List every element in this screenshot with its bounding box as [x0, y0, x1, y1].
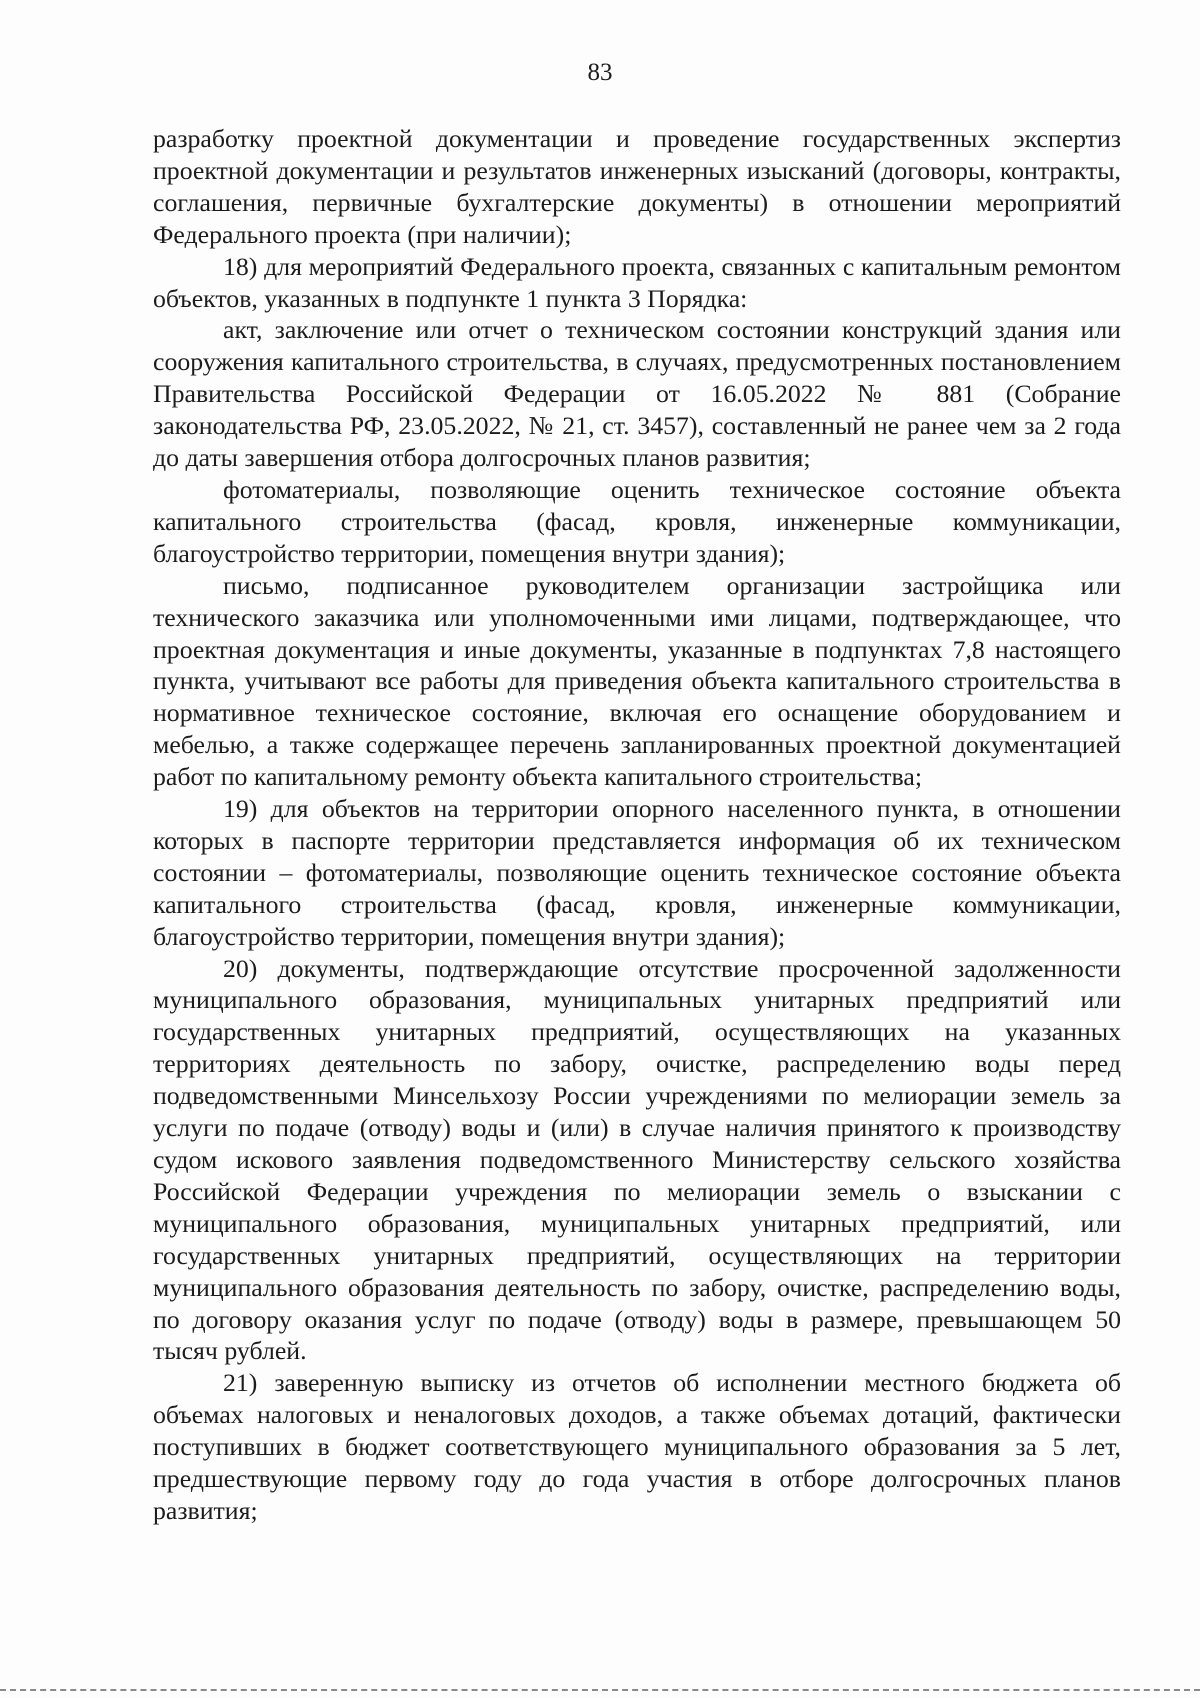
paragraph-item-21: 21) заверенную выписку из отчетов об исполнении местного бюджета об объемах налоговых и неналоговых доходов, а также объемах дотаций, фактически поступивших в бюджет соответствующего муниципального образования за 5 лет, предшествующие первому году до года участия в отборе долгосрочных планов развития;: [153, 1368, 1121, 1525]
page-number: 83: [587, 59, 613, 86]
paragraph-technical-report: акт, заключение или отчет о техническом состоянии конструкций здания или сооружения капитального строительства, в случаях, предусмотренных постановлением Правительства Российской Федерации от 16.05.2022 № 881 (Собрание законодательства РФ, 23.05.2022, № 21, ст. 3457), составленный не ранее чем за 2 года до даты завершения отбора долгосрочных планов развития;: [153, 315, 1121, 473]
paragraph-item-18: 18) для мероприятий Федерального проекта, связанных с капитальным ремонтом объектов, указанных в подпункте 1 пункта 3 Порядка:: [153, 251, 1121, 313]
paragraph-photo-materials: фотоматериалы, позволяющие оценить техническое состояние объекта капитального строительства (фасад, кровля, инженерные коммуникации, благоустройство территории, помещения внутри здания);: [153, 474, 1121, 568]
paragraph-item-20: 20) документы, подтверждающие отсутствие просроченной задолженности муниципального образования, муниципальных унитарных предприятий или государственных унитарных предприятий, осуществляющих на указанных территориях деятельность по забору, очистке, распределению воды перед подведомственными Минсельхозу России учреждениями по мелиорации земель за услуги по подаче (отводу) воды и (или) в случае наличия принятого к производству судом искового заявления подведомственного Министерству сельского хозяйства Российской Федерации учреждения по мелиорации земель о взыскании с муниципального образования, муниципальных унитарных предприятий, или государственных унитарных предприятий, осуществляющих на территории муниципального образования деятельность по забору, очистке, распределению воды, по договору оказания услуг по подаче (отводу) воды в размере, превышающем 50 тысяч рублей.: [153, 953, 1121, 1366]
paragraph-continuation: разработку проектной документации и проведение государственных экспертиз проектной документации и результатов инженерных изысканий (договоры, контракты, соглашения, первичные бухгалтерские документы) в отношении мероприятий Федерального проекта (при наличии);: [153, 124, 1121, 249]
scan-bottom-edge: [0, 1689, 1200, 1691]
document-body: [153, 123, 1121, 1527]
paragraph-letter: письмо, подписанное руководителем организации застройщика или технического заказчика или уполномоченными ими лицами, подтверждающее, что проектная документация и иные документы, указанные в подпунктах 7,8 настоящего пункта, учитывают все работы для приведения объекта капитального строительства в нормативное техническое состояние, включая его оснащение оборудованием и мебелью, а также содержащее перечень запланированных проектной документацией работ по капитальному ремонту объекта капитального строительства;: [153, 570, 1121, 792]
paragraph-item-19: 19) для объектов на территории опорного населенного пункта, в отношении которых в паспорте территории представляется информация об их техническом состоянии – фотоматериалы, позволяющие оценить техническое состояние объекта капитального строительства (фасад, кровля, инженерные коммуникации, благоустройство территории, помещения внутри здания);: [153, 794, 1121, 951]
